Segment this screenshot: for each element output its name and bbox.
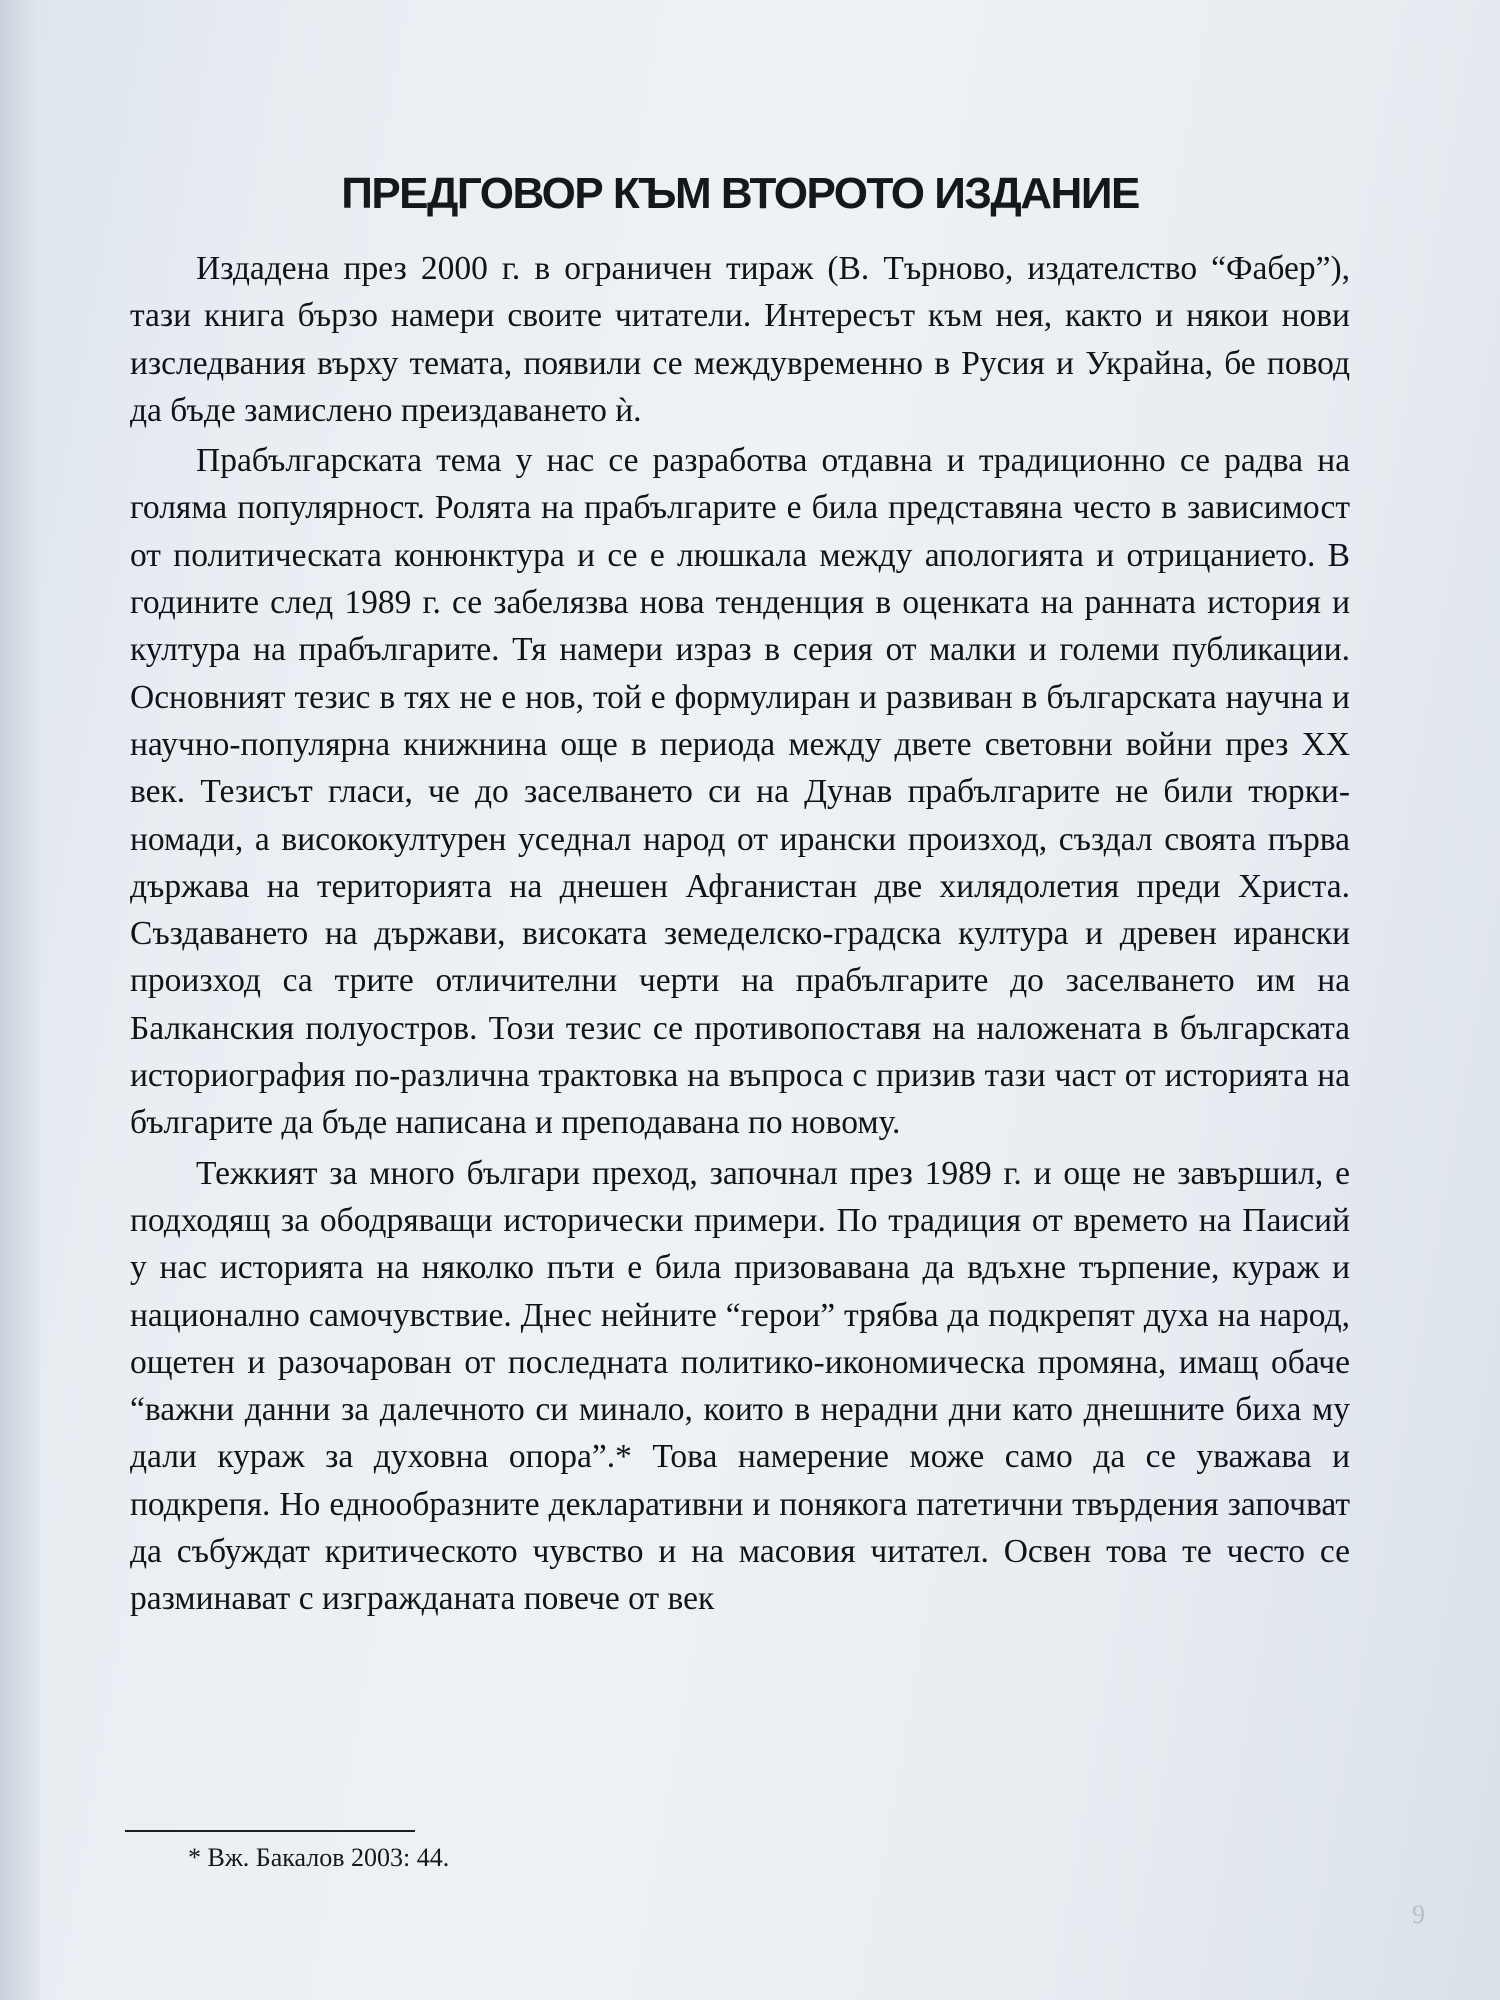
paragraph-3: Тежкият за много българи преход, започнал през 1989 г. и още не завършил, е подходящ за ободряващи исторически примери. По традиция от времето на Паисий у нас историята на няколко пъти е била призовавана да вдъхне търпение, кураж и национално самочувствие. Днес нейните “герои” трябва да подкрепят духа на народ, ощетен и разочарован от последната политико-икономическа промяна, имащ обаче “важни данни за далечното си минало, които в нерадни дни като днешните биха му дали кураж за духовна опора”.* Това намерение може само да се уважава и подкрепя. Но еднообразните декларативни и понякога патетични твърдения започват да събуждат критическото чувство и на масовия читател. Освен това те често се разминават с изгражданата повече от век xyxy=(130,1154,1350,1618)
footnote-divider xyxy=(125,1830,415,1832)
paragraph-1: Издадена през 2000 г. в ограничен тираж (В. Търново, издателство “Фабер”), тази книга бързо намери своите читатели. Интересът към нея, както и някои нови изследвания върху темата, появили се междувременно в Русия и Украйна, бе повод да бъде замислено преиздаването ѝ. xyxy=(130,250,1350,429)
page-binding-edge xyxy=(0,0,40,2000)
paragraph-2: Прабългарската тема у нас се разработва отдавна и традиционно се радва на голяма популярност. Ролята на прабългарите е била представяна често в зависимост от политическата конюнктура и се е люшкала между апологията и отрицанието. В годините след 1989 г. се забелязва нова тенденция в оценката на ранната история и култура на прабългарите. Тя намери израз в серия от малки и големи публикации. Основният тезис в тях не е нов, той е формулиран и развиван в българската научна и научно-популярна книжнина още в периода между двете световни войни през XX век. Тезисът гласи, че до заселването си на Дунав прабългарите не били тюрки-номади, а висококултурен уседнал народ от ирански произход, създал своята първа държава на територията на днешен Афганистан две хилядолетия преди Христа. Създаването на държави, високата земеделско-градска култура и древен ирански произход са трите отличителни черти на прабългарите до заселването им на Балканския полуостров. Този тезис се противопоставя на наложената в българската историография по-различна трактовка на въпроса с призив тази част от историята на българите да бъде написана и преподавана по новому. xyxy=(130,442,1350,1142)
footnote: * Вж. Бакалов 2003: 44. xyxy=(188,1843,450,1872)
page-number: 9 xyxy=(1412,1900,1425,1929)
body-text xyxy=(130,245,1350,1626)
page-title: ПРЕДГОВОР КЪМ ВТОРОТО ИЗДАНИЕ xyxy=(341,169,1139,219)
